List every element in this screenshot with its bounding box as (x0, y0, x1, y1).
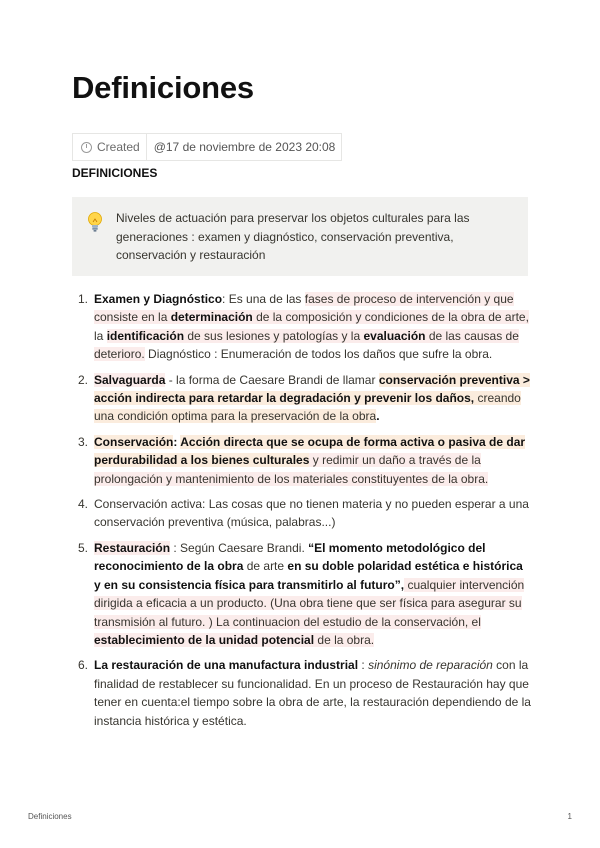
list-item: 4. Conservación activa: Las cosas que no tienen materia y no pueden esperar a una conservación preventiva (música, palabras...) (78, 497, 529, 530)
clock-icon (81, 142, 92, 153)
definitions-list (72, 290, 532, 737)
page-title: Definiciones (72, 70, 254, 105)
list-item: 6. La restauración de una manufactura industrial : sinónimo de reparación con la finalidad de restablecer su funcionalidad. En un proceso de Restauración hay que tener en cuenta:el tiempo sobre la obra de arte, la restauración dependiendo de la instancia histórica y estética. (78, 658, 531, 728)
page-number: 1 (567, 812, 572, 821)
footer-title: Definiciones (28, 812, 72, 821)
property-value: @17 de noviembre de 2023 20:08 (153, 140, 336, 154)
list-item: 5. Restauración : Según Caesare Brandi. “El momento metodológico del reconocimiento de la obra de arte en su doble polaridad estética e histórica y en su consistencia física para transmitirlo al futuro”, cualquier intervención dirigida a eficacia a un producto. (Una obra tiene que ser física para asegurar su transmisión al futuro. ) La continuacion del estudio de la conservación, el establecimiento de la unidad potencial de la obra. (78, 540, 525, 647)
property-key-label: Created (97, 140, 140, 154)
list-item: 2. Salvaguarda - la forma de Caesare Brandi de llamar conservación preventiva > acción indirecta para retardar la degradación y prevenir los daños, creando una condición optima para la preservación de la obra. (78, 372, 530, 424)
callout (72, 197, 528, 276)
callout-text: Niveles de actuación para preservar los objetos culturales para las generaciones : examen y diagnóstico, conservación preventiva, conservación y restauración (116, 211, 470, 262)
section-heading: DEFINICIONES (72, 166, 158, 180)
property-key (73, 134, 147, 160)
lightbulb-icon (86, 211, 104, 233)
list-item: 3. Conservación: Acción directa que se ocupa de forma activa o pasiva de dar perdurabilidad a los bienes culturales y redimir un daño a través de la prolongación y mantenimiento de los materiales constituyentes de la obra. (78, 434, 526, 486)
list-item: 1. Examen y Diagnóstico: Es una de las fases de proceso de intervención y que consiste en la determinación de la composición y condiciones de la obra de arte, la identificación de sus lesiones y patologías y la evaluación de las causas de deterioro. Diagnóstico : Enumeración de todos los daños que sufre la obra. (78, 292, 529, 362)
created-property (72, 133, 342, 161)
